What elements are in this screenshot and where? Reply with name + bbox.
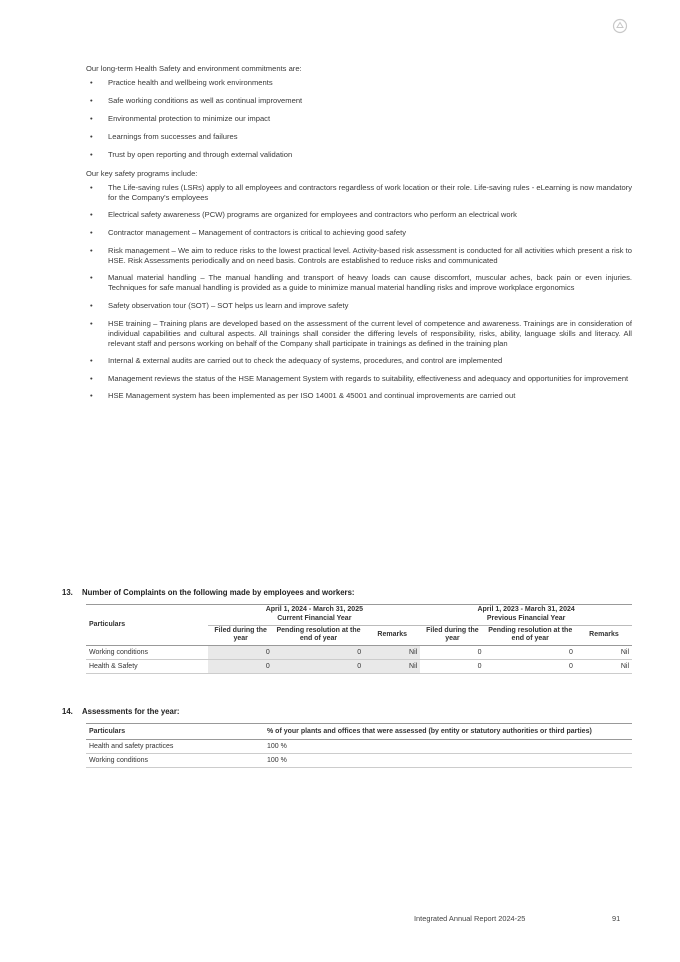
bullet: •: [90, 150, 93, 160]
bullet: •: [90, 96, 93, 106]
list-item: • HSE Management system has been implemented as per ISO 14001 & 45001 and continual improvements are carried out: [90, 391, 516, 401]
table-row: Health & Safety 0 0 Nil 0 0 Nil: [86, 660, 632, 674]
list-item: • Manual material handling – The manual handling and transport of heavy loads can cause discomfort, muscular aches, back pain or even injuries. Techniques for safe manual handling is provided as a guide to minimize manual material handling risks and improve workplace ergonomics: [90, 273, 632, 293]
bullet: •: [90, 391, 93, 401]
body-text: [86, 64, 632, 410]
table-row: Working conditions 0 0 Nil 0 0 Nil: [86, 646, 632, 660]
list-item: • Learnings from successes and failures: [90, 132, 238, 142]
list-item: • HSE training – Training plans are developed based on the assessment of the current level of competence and awareness. Trainings are in consideration of individual capabilities and cultural aspects. All trainings shall consider the differing levels of responsibility, risks, ability, language skills and literacy. All relevant staff and persons working on behalf of the Company shall participate in trainings as defined in the training plan: [90, 318, 632, 348]
column-header-remarks: Remarks: [576, 625, 632, 646]
programs-intro: Our key safety programs include:: [86, 168, 198, 178]
bullet: •: [90, 318, 93, 328]
assessments-table: [86, 723, 632, 768]
column-header-previous-year: April 1, 2023 - March 31, 2024 Previous Financial Year: [420, 605, 632, 626]
section-13-heading: [62, 588, 355, 597]
company-logo-icon: [612, 18, 628, 34]
column-header-current-year: April 1, 2024 - March 31, 2025 Current Financial Year: [208, 605, 420, 626]
table-row: Working conditions 100 %: [86, 754, 632, 768]
report-title: Integrated Annual Report 2024-25: [414, 914, 526, 923]
column-header-pending: Pending resolution at the end of year: [273, 625, 364, 646]
column-header-particulars: Particulars: [86, 724, 264, 740]
programs-list: [86, 183, 632, 402]
bullet: •: [90, 132, 93, 142]
section-number: 14.: [62, 707, 73, 716]
column-header-particulars: Particulars: [86, 605, 208, 646]
list-item: • Trust by open reporting and through external validation: [90, 150, 293, 160]
complaints-table: [86, 604, 632, 674]
list-item: • Internal & external audits are carried out to check the adequacy of systems, procedures, and control are implemented: [90, 356, 503, 366]
bullet: •: [90, 273, 93, 283]
list-item: • Practice health and wellbeing work environments: [90, 78, 273, 88]
list-item: • Electrical safety awareness (PCW) programs are organized for employees and contractors who perform an electrical work: [90, 210, 517, 220]
list-item: • Risk management – We aim to reduce risks to the lowest practical level. Activity-based risk assessment is conducted for all activities which present a risk to HSE. Risk Assessments periodically and on need basis. Controls are established to reduce risks and communicated: [90, 245, 632, 265]
column-header-pending: Pending resolution at the end of year: [485, 625, 576, 646]
column-header-assessed: % of your plants and offices that were assessed (by entity or statutory authorities or third parties): [264, 724, 632, 740]
bullet: •: [90, 114, 93, 124]
section-title: Assessments for the year:: [82, 707, 180, 716]
bullet: •: [90, 245, 93, 255]
section-title: Number of Complaints on the following made by employees and workers:: [82, 588, 355, 597]
bullet: •: [90, 210, 93, 220]
bullet: •: [90, 78, 93, 88]
list-item: • Safety observation tour (SOT) – SOT helps us learn and improve safety: [90, 300, 349, 310]
list-item: • Safe working conditions as well as continual improvement: [90, 96, 303, 106]
column-header-remarks: Remarks: [364, 625, 420, 646]
page-number: 91: [612, 914, 621, 923]
section-number: 13.: [62, 588, 73, 597]
section-14-heading: [62, 707, 180, 716]
bullet: •: [90, 373, 93, 383]
list-item: • Environmental protection to minimize our impact: [90, 114, 271, 124]
bullet: •: [90, 356, 93, 366]
column-header-filed: Filed during the year: [420, 625, 484, 646]
commitments-intro: Our long-term Health Safety and environment commitments are:: [86, 64, 302, 73]
list-item: • Contractor management – Management of contractors is critical to achieving good safety: [90, 227, 406, 237]
table-row: Health and safety practices 100 %: [86, 740, 632, 754]
list-item: • Management reviews the status of the HSE Management System with regards to suitability, effectiveness and adequacy and opportunities for improvement: [90, 373, 629, 383]
commitments-list: [86, 78, 632, 160]
bullet: •: [90, 182, 93, 192]
bullet: •: [90, 227, 93, 237]
list-item: • The Life-saving rules (LSRs) apply to all employees and contractors regardless of work location or their role. Life-saving rules - eLearning is now mandatory for the Company's employees: [90, 182, 632, 202]
column-header-filed: Filed during the year: [208, 625, 272, 646]
bullet: •: [90, 300, 93, 310]
